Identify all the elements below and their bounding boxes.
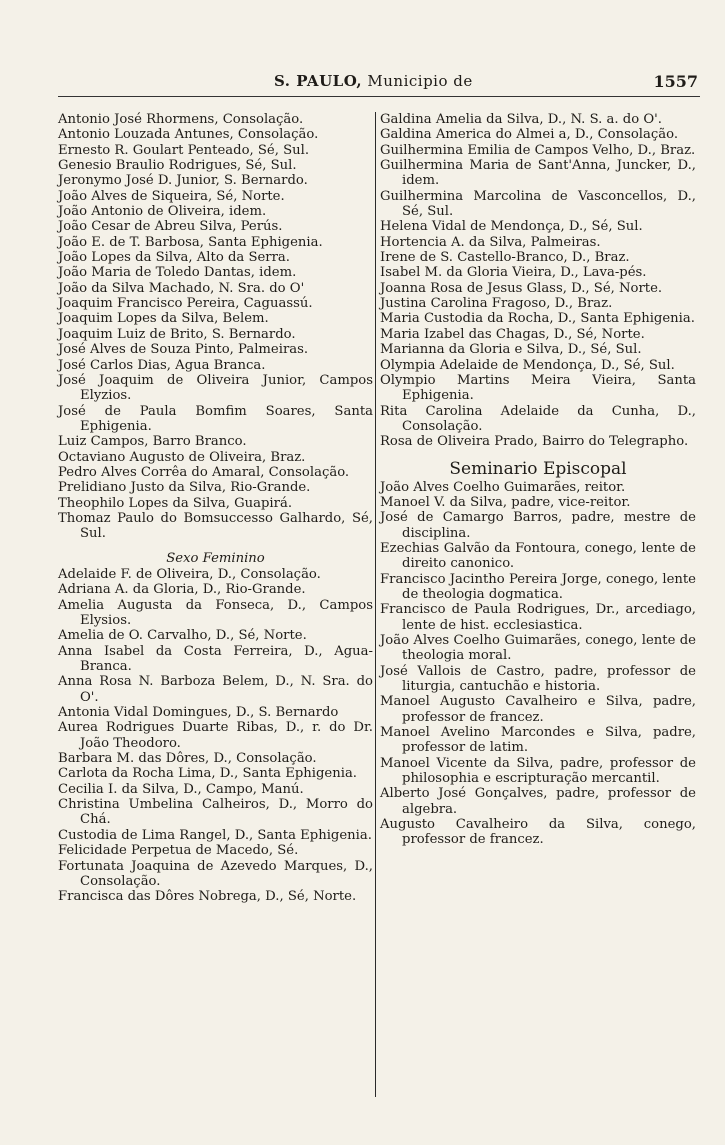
list-item: Galdina Amelia da Silva, D., N. S. a. do O'. [380, 112, 662, 127]
list-item: José de Paula Bomfim Soares, Santa Ephigenia. [58, 403, 373, 434]
list-item: Amelia de O. Carvalho, D., Sé, Norte. [58, 628, 307, 644]
header-subtitle: Municipio de [367, 72, 473, 90]
list-item: Guilhermina Maria de Sant'Anna, Juncker, D., idem. [380, 158, 696, 189]
list-item: Guilhermina Emilia de Campos Velho, D., Braz. [380, 142, 696, 158]
header-rule [58, 96, 700, 97]
list-item: Anna Isabel da Costa Ferreira, D., Agua-Branca. [58, 643, 373, 675]
list-item: Augusto Cavalheiro da Silva, conego, professor de francez. [380, 817, 696, 848]
list-item: Barbara M. das Dôres, D., Consolação. [58, 751, 317, 767]
list-item: Pedro Alves Corrêa do Amaral, Consolação. [58, 464, 350, 480]
list-item: Cecilia I. da Silva, D., Campo, Manú. [58, 781, 304, 797]
list-item: Manoel Avelino Marcondes e Silva, padre, professor de latim. [380, 725, 696, 756]
female-list [58, 567, 373, 905]
list-item: Isabel M. da Gloria Vieira, D., Lava-pés. [380, 265, 647, 281]
list-item: Antonio Louzada Antunes, Consolação. [58, 127, 319, 143]
list-item: Manoel V. da Silva, padre, vice-reitor. [380, 494, 631, 510]
list-item: Antonio José Rhormens, Consolação. [58, 112, 304, 127]
list-item: Adriana A. da Gloria, D., Rio-Grande. [58, 582, 306, 598]
list-item: João da Silva Machado, N. Sra. do O' [58, 280, 305, 296]
list-item: Galdina America do Almei a, D., Consolação. [380, 127, 679, 143]
list-item: José Joaquim de Oliveira Junior, Campos Elyzios. [58, 372, 373, 404]
list-item: Fortunata Joaquina de Azevedo Marques, D., Consolação. [58, 858, 373, 889]
list-item: João Cesar de Abreu Silva, Perús. [58, 219, 283, 235]
list-item: Olympio Martins Meira Vieira, Santa Ephigenia. [380, 372, 696, 404]
left-top-list [58, 112, 373, 542]
list-item: Joaquim Lopes da Silva, Belem. [58, 311, 269, 327]
list-item: Octaviano Augusto de Oliveira, Braz. [58, 449, 306, 465]
list-item: José Vallois de Castro, padre, professor de liturgia, cantuchão e historia. [380, 663, 696, 695]
list-item: Hortencia A. da Silva, Palmeiras. [380, 234, 601, 250]
page-header [58, 70, 698, 92]
list-item: Christina Umbelina Calheiros, D., Morro do Chá. [58, 797, 373, 828]
seminario-list [380, 480, 696, 848]
list-item: Francisco de Paula Rodrigues, Dr., arcediago, lente de hist. ecclesiastica. [380, 602, 696, 633]
subheading-sexo-feminino: Sexo Feminino [166, 550, 265, 566]
list-item: Manoel Augusto Cavalheiro e Silva, padre, professor de francez. [380, 694, 696, 725]
list-item: Anna Rosa N. Barboza Belem, D., N. Sra. do O'. [58, 674, 373, 705]
list-item: Maria Custodia da Rocha, D., Santa Ephigenia. [380, 311, 695, 327]
list-item: Amelia Augusta da Fonseca, D., Campos Elysios. [58, 597, 373, 628]
list-item: João Alves de Siqueira, Sé, Norte. [58, 188, 285, 204]
list-item: Luiz Campos, Barro Branco. [58, 434, 247, 450]
list-item: Helena Vidal de Mendonça, D., Sé, Sul. [380, 219, 643, 235]
list-item: João Alves Coelho Guimarães, reitor. [380, 479, 626, 495]
list-item: Custodia de Lima Rangel, D., Santa Ephigenia. [58, 827, 372, 843]
list-item: José Alves de Souza Pinto, Palmeiras. [58, 342, 309, 358]
list-item: Jeronymo José D. Junior, S. Bernardo. [58, 173, 308, 189]
list-item: Manoel Vicente da Silva, padre, professor de philosophia e escripturação mercantil. [380, 755, 696, 787]
list-item: Antonia Vidal Domingues, D., S. Bernardo [58, 705, 339, 721]
list-item: Genesio Braulio Rodrigues, Sé, Sul. [58, 158, 297, 174]
page-number: 1557 [653, 72, 698, 91]
list-item: Thomaz Paulo do Bomsuccesso Galhardo, Sé, Sul. [58, 510, 373, 542]
list-item: João Lopes da Silva, Alto da Serra. [58, 250, 290, 266]
list-item: Justina Carolina Fragoso, D., Braz. [380, 296, 613, 312]
header-city [274, 72, 473, 90]
list-item: Rita Carolina Adelaide da Cunha, D., Consolação. [380, 403, 696, 434]
list-item: José de Camargo Barros, padre, mestre de disciplina. [380, 510, 696, 541]
list-item: Ezechias Galvão da Fontoura, conego, lente de direito canonico. [380, 540, 696, 572]
list-item: Carlota da Rocha Lima, D., Santa Ephigenia. [58, 766, 358, 782]
list-item: João Alves Coelho Guimarães, conego, lente de theologia moral. [380, 633, 696, 664]
list-item: Rosa de Oliveira Prado, Bairro do Telegrapho. [380, 434, 689, 450]
column-divider [375, 112, 376, 1097]
list-item: Marianna da Gloria e Silva, D., Sé, Sul. [380, 342, 642, 358]
list-item: João Maria de Toledo Dantas, idem. [58, 265, 297, 281]
right-top-list [380, 112, 696, 450]
list-item: João E. de T. Barbosa, Santa Ephigenia. [58, 234, 323, 250]
list-item: Olympia Adelaide de Mendonça, D., Sé, Sul. [380, 357, 675, 373]
list-item: Joaquim Francisco Pereira, Caguassú. [58, 296, 313, 312]
list-item: José Carlos Dias, Agua Branca. [58, 357, 266, 373]
list-item: Irene de S. Castello-Branco, D., Braz. [380, 250, 630, 266]
list-item: Francisco Jacintho Pereira Jorge, conego, lente de theologia dogmatica. [380, 571, 696, 602]
list-item: Ernesto R. Goulart Penteado, Sé, Sul. [58, 142, 310, 158]
section-heading-seminario: Seminario Episcopal [449, 458, 627, 479]
list-item: Aurea Rodrigues Duarte Ribas, D., r. do Dr. João Theodoro. [58, 720, 373, 751]
list-item: Maria Izabel das Chagas, D., Sé, Norte. [380, 326, 645, 342]
header-city-name: S. PAULO, [274, 72, 363, 90]
list-item: Joaquim Luiz de Brito, S. Bernardo. [58, 326, 296, 342]
list-item: Francisca das Dôres Nobrega, D., Sé, Norte. [58, 889, 357, 905]
list-item: Guilhermina Marcolina de Vasconcellos, D., Sé, Sul. [380, 188, 696, 220]
list-item: Alberto José Gonçalves, padre, professor de algebra. [380, 786, 696, 817]
left-column [58, 112, 373, 905]
right-column [380, 112, 696, 848]
list-item: João Antonio de Oliveira, idem. [58, 204, 267, 220]
list-item: Prelidiano Justo da Silva, Rio-Grande. [58, 480, 311, 496]
list-item: Felicidade Perpetua de Macedo, Sé. [58, 843, 299, 859]
list-item: Joanna Rosa de Jesus Glass, D., Sé, Norte. [380, 280, 663, 296]
list-item: Theophilo Lopes da Silva, Guapirá. [58, 495, 293, 511]
list-item: Adelaide F. de Oliveira, D., Consolação. [58, 566, 321, 582]
